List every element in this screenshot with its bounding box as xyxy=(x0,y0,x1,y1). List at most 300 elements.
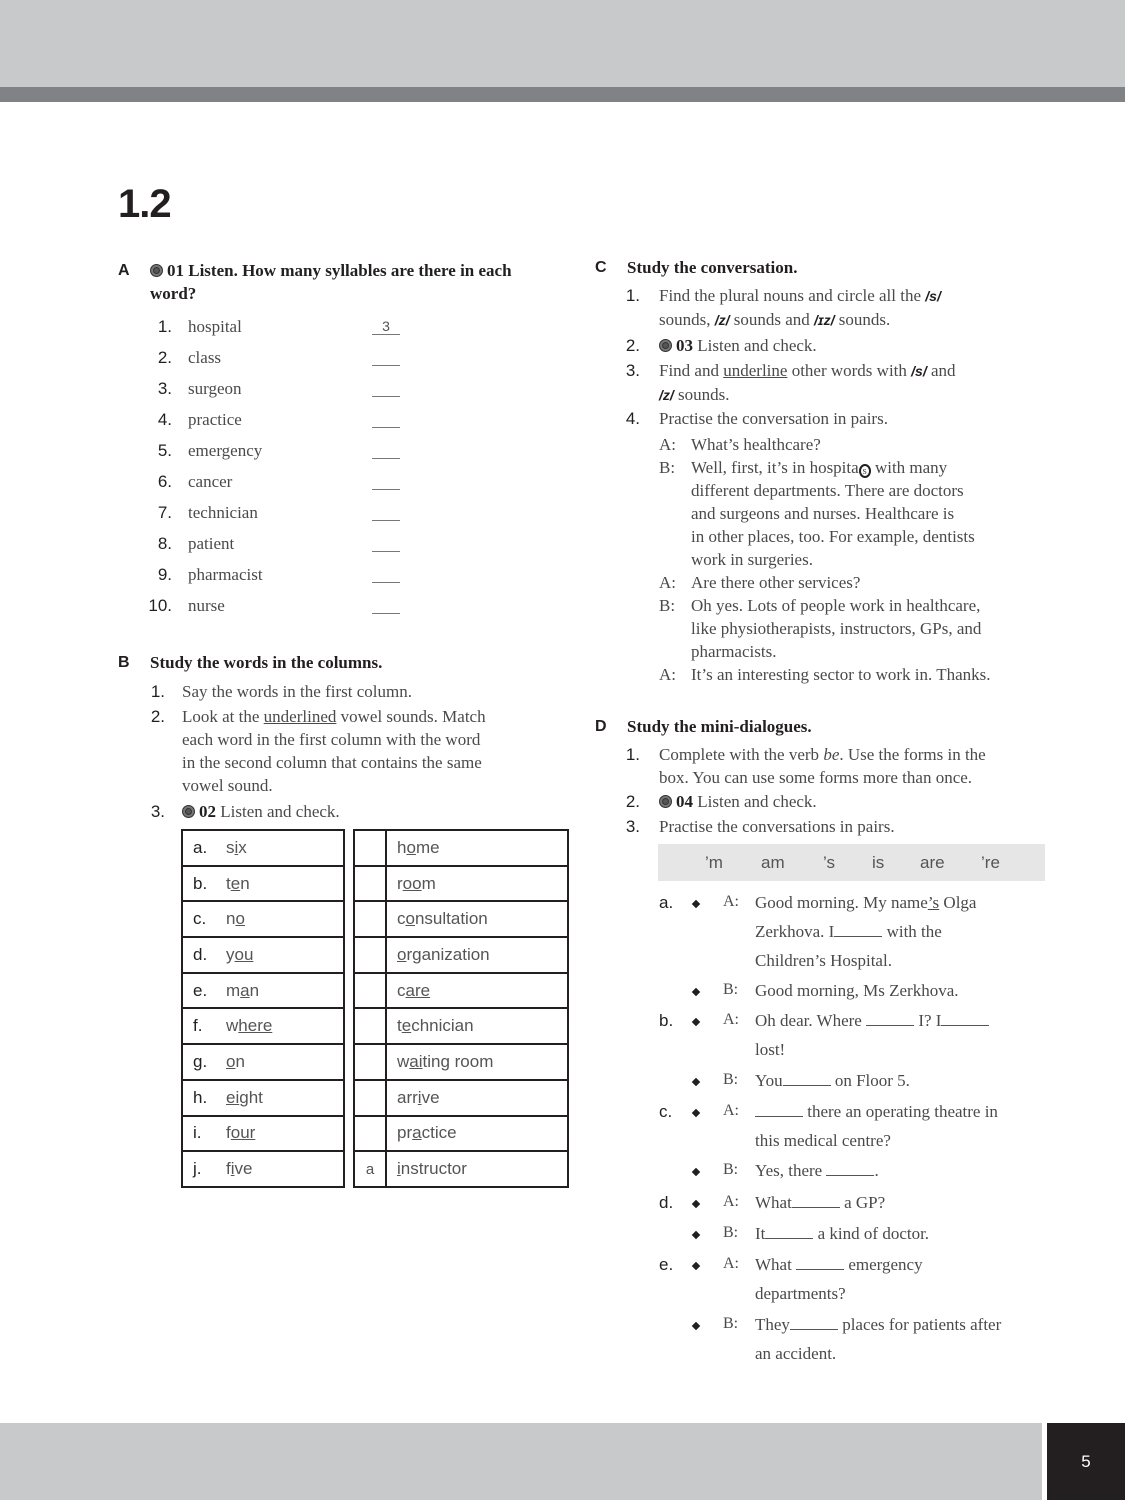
word-cell xyxy=(182,937,344,973)
word-part: t xyxy=(226,873,231,893)
item-word: practice xyxy=(188,410,242,429)
table-row xyxy=(182,866,344,902)
table-row xyxy=(354,973,568,1009)
text-line: in other places, too. For example, dentists xyxy=(691,527,975,546)
text-span: on Floor 5. xyxy=(830,1071,910,1090)
item-word: technician xyxy=(188,503,258,522)
table-row xyxy=(182,1151,344,1187)
text-span: sounds and xyxy=(729,310,815,329)
bullet-icon xyxy=(692,1109,700,1117)
answer-blank[interactable] xyxy=(796,1256,844,1270)
table-row xyxy=(182,937,344,973)
text-span: Yes, there xyxy=(755,1161,827,1180)
text-line: this medical centre? xyxy=(755,1131,891,1150)
text-span: emergency xyxy=(844,1255,923,1274)
bullet-icon xyxy=(692,1231,700,1239)
item-word: emergency xyxy=(188,441,263,460)
bullet-icon xyxy=(692,1168,700,1176)
page-number-text: 5 xyxy=(1081,1451,1091,1471)
item-word: patient xyxy=(188,534,235,553)
instruction-text xyxy=(659,743,986,789)
underlined-vowel: o xyxy=(406,837,416,857)
text-line: and surgeons and nurses. Healthcare is xyxy=(691,504,955,523)
table-row xyxy=(354,901,568,937)
text-span: What xyxy=(755,1255,797,1274)
word-part: arr xyxy=(397,1087,418,1107)
word-cell xyxy=(182,1116,344,1152)
text-line: different departments. There are doctors xyxy=(691,481,964,500)
text-line: vowel sound. xyxy=(182,776,273,795)
word-part: s xyxy=(226,837,235,857)
row-letter: a. xyxy=(193,837,208,857)
header-band xyxy=(0,0,1125,87)
speaker-label: A: xyxy=(723,1255,739,1272)
answer-blank[interactable] xyxy=(866,1012,914,1026)
audio-cd-icon[interactable] xyxy=(150,264,163,277)
dialogue-letter: c. xyxy=(659,1102,673,1121)
dialogue-line xyxy=(691,594,981,663)
text-span: Olga xyxy=(939,893,977,912)
track-number: 03 xyxy=(676,336,693,355)
phoneme: /s/ xyxy=(911,363,927,379)
underlined-word: underline xyxy=(723,361,788,380)
underlined-vowel: i xyxy=(417,1087,422,1107)
text-line: each word in the first column with the word xyxy=(182,730,481,749)
instruction-number: 2. xyxy=(625,336,640,355)
dialogue-line xyxy=(755,1250,923,1308)
heading-line: Listen. How many syllables are there in each xyxy=(188,261,512,280)
word-part: ve xyxy=(421,1087,440,1107)
item-number: 7. xyxy=(157,503,172,522)
word-part: rganization xyxy=(406,944,490,964)
dialogue-line xyxy=(755,1310,1001,1368)
text-span: . xyxy=(874,1161,879,1180)
page-number xyxy=(1047,1423,1125,1500)
word-part: r xyxy=(397,873,403,893)
instruction-text: Practise the conversations in pairs. xyxy=(659,817,895,836)
row-letter: b. xyxy=(193,873,208,893)
text-span: and xyxy=(926,361,956,380)
answer-blank[interactable] xyxy=(765,1225,813,1239)
underlined-word: underlined xyxy=(263,707,337,726)
table-row xyxy=(354,937,568,973)
word-option: are xyxy=(920,853,945,872)
dialogue-line xyxy=(755,1219,929,1248)
speaker-label: A: xyxy=(659,665,676,684)
item-number: 4. xyxy=(157,410,172,429)
answer-cell[interactable] xyxy=(354,1080,386,1116)
instruction-number: 3. xyxy=(150,802,165,821)
bullet-icon xyxy=(692,1322,700,1330)
answer-cell[interactable] xyxy=(354,1044,386,1080)
dialogue-line xyxy=(755,888,976,975)
word-part: m xyxy=(226,980,241,1000)
section-c-letter: C xyxy=(595,259,607,276)
answer-cell[interactable] xyxy=(354,866,386,902)
underlined-vowel: ou xyxy=(234,944,254,964)
syllable-answer-blank[interactable] xyxy=(372,503,400,521)
underlined-vowel: o xyxy=(397,944,407,964)
word-option: ’s xyxy=(823,853,835,872)
speaker-label: A: xyxy=(659,435,676,454)
speaker-label: B: xyxy=(723,981,739,998)
underlined-vowel: a xyxy=(412,1123,422,1143)
syllable-answer-blank[interactable] xyxy=(372,348,400,366)
word-cell xyxy=(182,901,344,937)
word-part: me xyxy=(415,837,440,857)
underlined-vowel: o xyxy=(235,909,245,929)
word-cell xyxy=(386,1151,568,1187)
word-part: f xyxy=(226,1159,231,1179)
word-option: is xyxy=(872,853,885,872)
word-cell xyxy=(386,830,568,866)
table-row xyxy=(182,1080,344,1116)
answer-cell[interactable] xyxy=(354,1008,386,1044)
text-line: in the second column that contains the same xyxy=(182,753,482,772)
text-span: places for patients after xyxy=(837,1315,1002,1334)
item-number: 2. xyxy=(157,348,172,367)
footer-band xyxy=(0,1423,1042,1500)
dialogue-line: What’s healthcare? xyxy=(691,435,821,454)
row-letter: c. xyxy=(193,909,207,929)
text-line: work in surgeries. xyxy=(691,550,813,569)
speaker-label: B: xyxy=(723,1161,739,1178)
text-span: You xyxy=(755,1071,783,1090)
text-span: Complete with the verb xyxy=(659,745,824,764)
table-row xyxy=(354,1151,568,1187)
section-d-heading: Study the mini-dialogues. xyxy=(627,717,812,736)
text-line: Children’s Hospital. xyxy=(755,951,892,970)
underlined-vowel: are xyxy=(405,980,431,1000)
instruction-text: Say the words in the first column. xyxy=(182,682,412,701)
word-option: ’re xyxy=(981,853,1000,872)
underlined-vowel: i xyxy=(397,1159,401,1179)
underlined-vowel: o xyxy=(405,909,415,929)
word-part: n xyxy=(240,873,250,893)
instruction-text xyxy=(659,284,941,332)
speaker-label: A: xyxy=(723,1011,739,1028)
instruction-number: 4. xyxy=(625,409,640,428)
text-span: with many xyxy=(870,458,948,477)
word-part: w xyxy=(226,1016,239,1036)
phoneme: /z/ xyxy=(659,387,674,403)
word-cell xyxy=(182,830,344,866)
word-part: pr xyxy=(397,1123,413,1143)
text-line: an accident. xyxy=(755,1344,837,1363)
bullet-icon xyxy=(692,1078,700,1086)
bullet-icon xyxy=(692,1262,700,1270)
underlined-vowel: i xyxy=(234,837,239,857)
word-part: c xyxy=(397,980,406,1000)
text-line: like physiotherapists, instructors, GPs, and xyxy=(691,619,982,638)
word-part: h xyxy=(397,837,407,857)
text-span: sounds. xyxy=(834,310,891,329)
underlined-vowel: e xyxy=(401,1016,412,1036)
word-cell xyxy=(386,1044,568,1080)
italic-word: be xyxy=(823,745,840,764)
word-cell xyxy=(182,973,344,1009)
phoneme: /s/ xyxy=(925,288,941,304)
syllable-answer-blank[interactable] xyxy=(372,596,400,614)
table-row xyxy=(354,866,568,902)
text-span: Well, first, it’s in hospita xyxy=(691,458,859,477)
circled-sound: s xyxy=(859,464,871,478)
word-part: n xyxy=(226,909,236,929)
table-row xyxy=(354,1008,568,1044)
instruction-number: 3. xyxy=(625,817,640,836)
text-span: What xyxy=(755,1193,792,1212)
header-stripe xyxy=(0,87,1125,102)
track-number: 04 xyxy=(676,792,693,811)
text-span: Oh dear. Where xyxy=(755,1011,867,1030)
syllable-answer-blank[interactable] xyxy=(372,565,400,583)
word-part: n xyxy=(235,1051,245,1071)
underlined-vowel: o xyxy=(226,1051,236,1071)
text-span: sounds. xyxy=(673,385,730,404)
word-cell xyxy=(182,1080,344,1116)
word-part: n xyxy=(249,980,260,1000)
syllable-answer-blank[interactable] xyxy=(372,441,400,459)
underlined-vowel: a xyxy=(240,980,250,1000)
table-row xyxy=(182,1008,344,1044)
word-cell xyxy=(182,1151,344,1187)
audio-cd-icon[interactable] xyxy=(659,339,672,352)
heading-line: word? xyxy=(150,284,197,303)
item-word: surgeon xyxy=(188,379,242,398)
underlined-word: ’s xyxy=(927,893,940,912)
text-span: . Use the forms in the xyxy=(839,745,986,764)
dialogue-letter: b. xyxy=(659,1011,674,1030)
instruction-text xyxy=(182,705,486,797)
instruction-number: 2. xyxy=(625,792,640,811)
bullet-icon xyxy=(692,1018,700,1026)
word-part: c xyxy=(397,909,406,929)
row-letter: j. xyxy=(193,1159,202,1179)
answer-blank[interactable] xyxy=(755,1103,803,1117)
row-letter: i. xyxy=(193,1123,202,1143)
answer-blank[interactable] xyxy=(941,1012,989,1026)
answer-cell[interactable] xyxy=(354,901,386,937)
underlined-vowel: here xyxy=(238,1016,273,1036)
audio-cd-icon[interactable] xyxy=(182,805,195,818)
table-row xyxy=(182,901,344,937)
answer-cell[interactable] xyxy=(354,937,386,973)
item-number: 1. xyxy=(157,317,172,336)
audio-cd-icon[interactable] xyxy=(659,795,672,808)
word-cell xyxy=(386,901,568,937)
text-span: a GP? xyxy=(839,1193,886,1212)
section-a-letter: A xyxy=(118,262,130,279)
right-words-table xyxy=(353,829,569,1188)
answer-cell[interactable] xyxy=(354,973,386,1009)
item-number: 5. xyxy=(157,441,172,460)
underlined-vowel: our xyxy=(230,1123,256,1143)
word-option: am xyxy=(761,853,785,872)
table-row xyxy=(182,973,344,1009)
syllable-answer-blank[interactable] xyxy=(372,534,400,552)
word-part: m xyxy=(421,873,436,893)
syllable-answer-blank[interactable] xyxy=(372,379,400,397)
table-row xyxy=(354,1116,568,1152)
item-number: 3. xyxy=(157,379,172,398)
text-span: Find the plural nouns and circle all the xyxy=(659,286,926,305)
item-word: pharmacist xyxy=(188,565,263,584)
instruction-text xyxy=(659,359,956,407)
word-part: ve xyxy=(234,1159,253,1179)
row-letter: f. xyxy=(193,1016,203,1036)
answer-blank[interactable] xyxy=(783,1072,831,1086)
text-line: pharmacists. xyxy=(691,642,777,661)
word-part: ctice xyxy=(421,1123,457,1143)
underlined-vowel: oo xyxy=(402,873,422,893)
word-part: x xyxy=(238,837,247,857)
dialogue-line: It’s an interesting sector to work in. Thanks. xyxy=(691,665,991,684)
left-words-table xyxy=(181,829,345,1188)
speaker-label: B: xyxy=(723,1071,739,1088)
syllable-answer-blank[interactable] xyxy=(372,410,400,428)
dialogue-line xyxy=(755,1188,885,1217)
text-span: It xyxy=(755,1224,766,1243)
text-span: with the xyxy=(882,922,942,941)
text-span: vowel sounds. Match xyxy=(336,707,486,726)
answer-cell[interactable] xyxy=(354,830,386,866)
word-part: w xyxy=(397,1051,410,1071)
item-number: 9. xyxy=(157,565,172,584)
word-cell xyxy=(386,1008,568,1044)
dialogue-line: Good morning, Ms Zerkhova. xyxy=(755,981,959,1000)
speaker-label: B: xyxy=(659,596,676,615)
text-line: box. You can use some forms more than once. xyxy=(659,768,973,787)
instruction-text xyxy=(659,334,817,357)
syllable-answer-blank[interactable]: 3 xyxy=(372,317,400,335)
bullet-icon xyxy=(692,988,700,996)
item-word: class xyxy=(188,348,222,367)
speaker-label: A: xyxy=(723,1193,739,1210)
underlined-vowel: i xyxy=(230,1159,235,1179)
text-span: Listen and check. xyxy=(697,792,817,811)
answer-blank[interactable] xyxy=(792,1194,840,1208)
speaker-label: A: xyxy=(659,573,676,592)
instruction-number: 1. xyxy=(625,286,640,305)
row-letter: h. xyxy=(193,1087,208,1107)
dialogue-line xyxy=(755,1006,989,1064)
row-letter: e. xyxy=(193,980,208,1000)
text-line: departments? xyxy=(755,1284,846,1303)
text-span: Good morning. My name xyxy=(755,893,928,912)
text-span: I? I xyxy=(914,1011,942,1030)
text-span: They xyxy=(755,1315,790,1334)
word-cell xyxy=(182,866,344,902)
instruction-text: Practise the conversation in pairs. xyxy=(659,409,888,428)
section-b-heading: Study the words in the columns. xyxy=(150,653,383,672)
item-word: nurse xyxy=(188,596,225,615)
underlined-vowel: ai xyxy=(409,1051,423,1071)
underlined-vowel: e xyxy=(230,873,241,893)
section-a-heading xyxy=(150,259,512,305)
word-cell xyxy=(386,937,568,973)
answer-blank[interactable] xyxy=(834,923,882,937)
word-part: chnician xyxy=(411,1016,474,1036)
item-number: 10. xyxy=(148,596,172,615)
speaker-label: B: xyxy=(659,458,676,477)
answer-cell[interactable] xyxy=(354,1116,386,1152)
track-number: 01 xyxy=(167,261,184,280)
text-span: Look at the xyxy=(182,707,264,726)
table-row xyxy=(354,1080,568,1116)
word-part: t xyxy=(397,1016,402,1036)
section-b-letter: B xyxy=(118,654,130,671)
instruction-number: 3. xyxy=(625,361,640,380)
word-part: nstructor xyxy=(400,1159,467,1179)
word-part: f xyxy=(226,1123,231,1143)
dialogue-letter: a. xyxy=(659,893,674,912)
dialogue-letter: d. xyxy=(659,1193,674,1212)
item-number: 8. xyxy=(157,534,172,553)
word-part: nsultation xyxy=(414,909,488,929)
dialogue-line xyxy=(755,1156,879,1185)
word-cell xyxy=(386,1080,568,1116)
word-cell xyxy=(182,1008,344,1044)
dialogue-line xyxy=(755,1066,910,1095)
word-box xyxy=(658,844,1045,881)
speaker-label: B: xyxy=(723,1315,739,1332)
bullet-icon xyxy=(692,900,700,908)
word-part: y xyxy=(226,944,235,964)
text-span: Listen and check. xyxy=(220,802,340,821)
dialogue-line: Are there other services? xyxy=(691,573,861,592)
phoneme: /z/ xyxy=(714,312,730,328)
section-d-letter: D xyxy=(595,718,607,735)
speaker-label: A: xyxy=(723,893,739,910)
section-c-heading: Study the conversation. xyxy=(627,258,798,277)
instruction-number: 1. xyxy=(150,682,165,701)
speaker-label: B: xyxy=(723,1224,739,1241)
word-part: ght xyxy=(239,1087,263,1107)
row-letter: g. xyxy=(193,1051,208,1071)
table-row xyxy=(182,1116,344,1152)
answer-blank[interactable] xyxy=(826,1162,874,1176)
word-cell xyxy=(386,866,568,902)
underlined-vowel: ei xyxy=(226,1087,240,1107)
dialogue-line xyxy=(755,1097,998,1155)
syllable-answer-blank[interactable] xyxy=(372,472,400,490)
table-row xyxy=(182,1044,344,1080)
word-cell xyxy=(182,1044,344,1080)
text-span: Zerkhova. I xyxy=(755,922,835,941)
speaker-label: A: xyxy=(723,1102,739,1119)
table-row xyxy=(354,1044,568,1080)
answer-cell[interactable]: a xyxy=(354,1151,386,1187)
text-span: there an operating theatre in xyxy=(803,1102,998,1121)
instruction-text xyxy=(182,800,340,823)
bullet-icon xyxy=(692,1200,700,1208)
item-number: 6. xyxy=(157,472,172,491)
answer-blank[interactable] xyxy=(790,1316,838,1330)
text-line: lost! xyxy=(755,1040,786,1059)
item-word: cancer xyxy=(188,472,233,491)
table-row xyxy=(182,830,344,866)
dialogue-line xyxy=(691,456,975,571)
table-row xyxy=(354,830,568,866)
text-span: a kind of doctor. xyxy=(813,1224,930,1243)
dialogue-letter: e. xyxy=(659,1255,674,1274)
text-span: other words with xyxy=(787,361,912,380)
item-word: hospital xyxy=(188,317,242,336)
word-option: ’m xyxy=(705,853,723,872)
unit-title: 1.2 xyxy=(118,182,171,226)
instruction-text xyxy=(659,790,817,813)
text-span: Listen and check. xyxy=(697,336,817,355)
